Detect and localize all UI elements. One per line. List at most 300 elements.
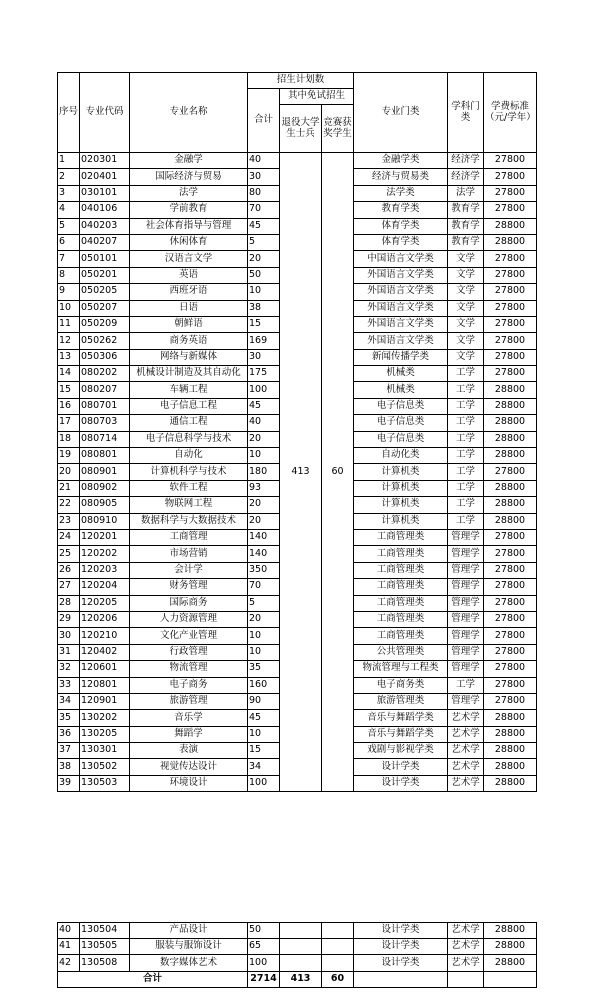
header-code: 专业代码	[80, 73, 130, 153]
tuition-fee: 27800	[484, 677, 537, 693]
header-seq: 序号	[58, 73, 80, 153]
plan-count: 45	[248, 710, 280, 726]
tuition-fee: 27800	[484, 251, 537, 267]
discipline: 管理学	[448, 661, 484, 677]
plan-count: 5	[248, 595, 280, 611]
tuition-fee: 27800	[484, 333, 537, 349]
tuition-fee: 27800	[484, 284, 537, 300]
tuition-fee: 28800	[484, 775, 537, 791]
discipline: 文学	[448, 333, 484, 349]
row-number: 5	[58, 218, 80, 234]
major-code: 120402	[80, 644, 130, 660]
major-code: 030101	[80, 185, 130, 201]
discipline: 管理学	[448, 579, 484, 595]
major-name: 通信工程	[130, 415, 248, 431]
plan-count: 20	[248, 611, 280, 627]
major-code: 080902	[80, 480, 130, 496]
major-code: 130502	[80, 759, 130, 775]
row-number: 33	[58, 677, 80, 693]
row-number: 34	[58, 693, 80, 709]
major-category: 体育学类	[354, 234, 448, 250]
major-category: 设计学类	[354, 955, 448, 971]
tuition-fee: 27800	[484, 267, 537, 283]
row-number: 8	[58, 267, 80, 283]
discipline: 经济学	[448, 169, 484, 185]
major-code: 080202	[80, 366, 130, 382]
row-number: 35	[58, 710, 80, 726]
major-category: 工商管理类	[354, 529, 448, 545]
plan-count: 50	[248, 923, 280, 939]
table-row	[58, 939, 537, 955]
total-veteran: 413	[280, 971, 322, 987]
discipline: 教育学	[448, 234, 484, 250]
plan-count: 34	[248, 759, 280, 775]
plan-count: 70	[248, 202, 280, 218]
major-name: 社会体育指导与管理	[130, 218, 248, 234]
plan-count: 30	[248, 349, 280, 365]
discipline: 工学	[448, 480, 484, 496]
row-number: 22	[58, 497, 80, 513]
plan-count: 100	[248, 382, 280, 398]
discipline: 艺术学	[448, 775, 484, 791]
major-code: 080701	[80, 398, 130, 414]
major-category: 机械类	[354, 382, 448, 398]
tuition-fee: 28800	[484, 497, 537, 513]
plan-count: 350	[248, 562, 280, 578]
row-number: 18	[58, 431, 80, 447]
discipline: 文学	[448, 284, 484, 300]
tuition-fee: 28800	[484, 448, 537, 464]
header-plan: 招生计划数	[248, 73, 354, 89]
major-category: 中国语言文学类	[354, 251, 448, 267]
major-code: 080801	[80, 448, 130, 464]
plan-count: 100	[248, 775, 280, 791]
major-category: 设计学类	[354, 939, 448, 955]
plan-count: 20	[248, 513, 280, 529]
discipline: 文学	[448, 316, 484, 332]
plan-count: 50	[248, 267, 280, 283]
discipline: 经济学	[448, 153, 484, 169]
row-number: 23	[58, 513, 80, 529]
total-row	[58, 971, 537, 987]
discipline: 管理学	[448, 611, 484, 627]
major-code: 120203	[80, 562, 130, 578]
plan-count: 10	[248, 726, 280, 742]
plan-count: 90	[248, 693, 280, 709]
major-category: 经济与贸易类	[354, 169, 448, 185]
row-number: 41	[58, 939, 80, 955]
contest-count-empty	[322, 923, 354, 939]
row-number: 14	[58, 366, 80, 382]
major-category: 电子信息类	[354, 398, 448, 414]
major-name: 服装与服饰设计	[130, 939, 248, 955]
contest-count-empty	[322, 955, 354, 971]
row-number: 39	[58, 775, 80, 791]
tuition-fee: 28800	[484, 743, 537, 759]
major-name: 商务英语	[130, 333, 248, 349]
tuition-fee: 27800	[484, 546, 537, 562]
row-number: 20	[58, 464, 80, 480]
major-name: 电子商务	[130, 677, 248, 693]
discipline: 艺术学	[448, 939, 484, 955]
major-code: 080905	[80, 497, 130, 513]
plan-count: 93	[248, 480, 280, 496]
discipline: 管理学	[448, 628, 484, 644]
major-category: 电子商务类	[354, 677, 448, 693]
row-number: 13	[58, 349, 80, 365]
major-name: 电子信息工程	[130, 398, 248, 414]
major-name: 软件工程	[130, 480, 248, 496]
major-name: 产品设计	[130, 923, 248, 939]
major-name: 视觉传达设计	[130, 759, 248, 775]
discipline: 工学	[448, 366, 484, 382]
plan-count: 160	[248, 677, 280, 693]
row-number: 15	[58, 382, 80, 398]
row-number: 3	[58, 185, 80, 201]
plan-count: 10	[248, 644, 280, 660]
discipline: 工学	[448, 464, 484, 480]
major-category: 旅游管理类	[354, 693, 448, 709]
major-category: 外国语言文学类	[354, 300, 448, 316]
row-number: 12	[58, 333, 80, 349]
row-number: 7	[58, 251, 80, 267]
discipline: 工学	[448, 431, 484, 447]
major-name: 舞蹈学	[130, 726, 248, 742]
major-name: 国际商务	[130, 595, 248, 611]
header-exempt: 其中免试招生	[280, 89, 354, 105]
row-number: 16	[58, 398, 80, 414]
row-number: 4	[58, 202, 80, 218]
plan-count: 140	[248, 529, 280, 545]
discipline: 艺术学	[448, 955, 484, 971]
major-code: 120202	[80, 546, 130, 562]
veteran-count-empty	[280, 955, 322, 971]
row-number: 42	[58, 955, 80, 971]
tuition-fee: 27800	[484, 300, 537, 316]
discipline: 工学	[448, 448, 484, 464]
discipline: 管理学	[448, 546, 484, 562]
major-code: 020301	[80, 153, 130, 169]
major-name: 休闲体育	[130, 234, 248, 250]
enrollment-plan-table	[57, 72, 537, 792]
row-number: 32	[58, 661, 80, 677]
major-category: 外国语言文学类	[354, 316, 448, 332]
major-code: 080714	[80, 431, 130, 447]
row-number: 26	[58, 562, 80, 578]
veteran-count-merged: 413	[280, 153, 322, 792]
major-category: 工商管理类	[354, 546, 448, 562]
major-code: 120201	[80, 529, 130, 545]
major-code: 040207	[80, 234, 130, 250]
major-category: 物流管理与工程类	[354, 661, 448, 677]
discipline: 教育学	[448, 202, 484, 218]
major-name: 机械设计制造及其自动化	[130, 366, 248, 382]
plan-count: 10	[248, 628, 280, 644]
enrollment-plan-table-continued	[57, 922, 537, 988]
discipline: 工学	[448, 415, 484, 431]
plan-count: 15	[248, 316, 280, 332]
plan-count: 20	[248, 431, 280, 447]
major-name: 行政管理	[130, 644, 248, 660]
tuition-fee: 27800	[484, 202, 537, 218]
tuition-fee: 28800	[484, 480, 537, 496]
major-code: 050201	[80, 267, 130, 283]
major-name: 数字媒体艺术	[130, 955, 248, 971]
major-category: 公共管理类	[354, 644, 448, 660]
major-code: 130205	[80, 726, 130, 742]
discipline: 工学	[448, 677, 484, 693]
tuition-fee: 27800	[484, 169, 537, 185]
tuition-fee: 28800	[484, 398, 537, 414]
major-category: 设计学类	[354, 923, 448, 939]
tuition-fee: 28800	[484, 218, 537, 234]
major-category: 计算机类	[354, 464, 448, 480]
plan-count: 35	[248, 661, 280, 677]
major-category: 电子信息类	[354, 415, 448, 431]
discipline: 法学	[448, 185, 484, 201]
major-name: 自动化	[130, 448, 248, 464]
tuition-fee: 28800	[484, 710, 537, 726]
major-name: 西班牙语	[130, 284, 248, 300]
major-category: 音乐与舞蹈学类	[354, 726, 448, 742]
discipline: 管理学	[448, 693, 484, 709]
major-code: 050262	[80, 333, 130, 349]
header-contest: 竞赛获奖学生	[322, 105, 354, 153]
major-name: 英语	[130, 267, 248, 283]
plan-count: 100	[248, 955, 280, 971]
major-category: 外国语言文学类	[354, 284, 448, 300]
header-veteran: 退役大学生士兵	[280, 105, 322, 153]
row-number: 31	[58, 644, 80, 660]
discipline: 管理学	[448, 595, 484, 611]
major-category: 计算机类	[354, 497, 448, 513]
major-category: 计算机类	[354, 513, 448, 529]
plan-count: 80	[248, 185, 280, 201]
plan-count: 169	[248, 333, 280, 349]
row-number: 36	[58, 726, 80, 742]
discipline: 艺术学	[448, 726, 484, 742]
tuition-fee: 27800	[484, 644, 537, 660]
tuition-fee: 27800	[484, 153, 537, 169]
major-name: 车辆工程	[130, 382, 248, 398]
tuition-fee: 28800	[484, 939, 537, 955]
major-code: 050205	[80, 284, 130, 300]
major-code: 050306	[80, 349, 130, 365]
contest-count-empty	[322, 939, 354, 955]
tuition-fee: 28800	[484, 923, 537, 939]
veteran-count-empty	[280, 939, 322, 955]
major-code: 040203	[80, 218, 130, 234]
header-category: 专业门类	[354, 73, 448, 153]
row-number: 11	[58, 316, 80, 332]
major-category: 体育学类	[354, 218, 448, 234]
major-code: 120206	[80, 611, 130, 627]
major-code: 130503	[80, 775, 130, 791]
total-contest: 60	[322, 971, 354, 987]
row-number: 9	[58, 284, 80, 300]
major-code: 130504	[80, 923, 130, 939]
major-name: 工商管理	[130, 529, 248, 545]
major-name: 物流管理	[130, 661, 248, 677]
major-name: 法学	[130, 185, 248, 201]
tuition-fee: 27800	[484, 628, 537, 644]
major-code: 050207	[80, 300, 130, 316]
major-category: 工商管理类	[354, 579, 448, 595]
major-code: 080901	[80, 464, 130, 480]
major-category: 音乐与舞蹈学类	[354, 710, 448, 726]
discipline: 艺术学	[448, 759, 484, 775]
tuition-fee: 27800	[484, 185, 537, 201]
row-number: 38	[58, 759, 80, 775]
major-code: 130505	[80, 939, 130, 955]
contest-count-merged: 60	[322, 153, 354, 792]
major-name: 文化产业管理	[130, 628, 248, 644]
tuition-fee: 28800	[484, 726, 537, 742]
discipline: 管理学	[448, 562, 484, 578]
major-code: 050209	[80, 316, 130, 332]
row-number: 25	[58, 546, 80, 562]
row-number: 28	[58, 595, 80, 611]
plan-count: 40	[248, 153, 280, 169]
header-discipline: 学科门类	[448, 73, 484, 153]
major-category: 新闻传播学类	[354, 349, 448, 365]
discipline: 工学	[448, 398, 484, 414]
total-empty	[354, 971, 448, 987]
plan-count: 10	[248, 284, 280, 300]
header-name: 专业名称	[130, 73, 248, 153]
tuition-fee: 28800	[484, 513, 537, 529]
major-name: 朝鲜语	[130, 316, 248, 332]
major-name: 计算机科学与技术	[130, 464, 248, 480]
major-code: 120901	[80, 693, 130, 709]
major-category: 戏剧与影视学类	[354, 743, 448, 759]
major-category: 法学类	[354, 185, 448, 201]
major-code: 080910	[80, 513, 130, 529]
tuition-fee: 27800	[484, 693, 537, 709]
major-category: 电子信息类	[354, 431, 448, 447]
total-empty	[484, 971, 537, 987]
plan-count: 10	[248, 448, 280, 464]
row-number: 29	[58, 611, 80, 627]
major-name: 数据科学与大数据技术	[130, 513, 248, 529]
major-category: 机械类	[354, 366, 448, 382]
major-name: 学前教育	[130, 202, 248, 218]
plan-count: 40	[248, 415, 280, 431]
tuition-fee: 28800	[484, 415, 537, 431]
header-fee: 学费标准（元/学年）	[484, 73, 537, 153]
row-number: 30	[58, 628, 80, 644]
major-name: 金融学	[130, 153, 248, 169]
row-number: 6	[58, 234, 80, 250]
plan-count: 20	[248, 497, 280, 513]
major-code: 120601	[80, 661, 130, 677]
major-category: 工商管理类	[354, 595, 448, 611]
row-number: 21	[58, 480, 80, 496]
tuition-fee: 28800	[484, 955, 537, 971]
major-name: 国际经济与贸易	[130, 169, 248, 185]
plan-count: 65	[248, 939, 280, 955]
major-code: 130202	[80, 710, 130, 726]
tuition-fee: 27800	[484, 579, 537, 595]
total-empty	[448, 971, 484, 987]
tuition-fee: 27800	[484, 464, 537, 480]
row-number: 17	[58, 415, 80, 431]
major-code: 120801	[80, 677, 130, 693]
tuition-fee: 28800	[484, 382, 537, 398]
header-total: 合计	[248, 89, 280, 153]
tuition-fee: 28800	[484, 431, 537, 447]
major-category: 外国语言文学类	[354, 333, 448, 349]
plan-count: 5	[248, 234, 280, 250]
major-category: 设计学类	[354, 759, 448, 775]
discipline: 工学	[448, 497, 484, 513]
plan-count: 45	[248, 218, 280, 234]
major-name: 电子信息科学与技术	[130, 431, 248, 447]
major-code: 080703	[80, 415, 130, 431]
total-plan: 2714	[248, 971, 280, 987]
major-category: 自动化类	[354, 448, 448, 464]
row-number: 40	[58, 923, 80, 939]
row-number: 2	[58, 169, 80, 185]
discipline: 工学	[448, 513, 484, 529]
plan-count: 15	[248, 743, 280, 759]
discipline: 文学	[448, 300, 484, 316]
major-name: 财务管理	[130, 579, 248, 595]
discipline: 艺术学	[448, 923, 484, 939]
major-code: 120210	[80, 628, 130, 644]
major-name: 表演	[130, 743, 248, 759]
table-row	[58, 955, 537, 971]
tuition-fee: 27800	[484, 595, 537, 611]
major-name: 日语	[130, 300, 248, 316]
tuition-fee: 27800	[484, 661, 537, 677]
discipline: 文学	[448, 251, 484, 267]
major-category: 计算机类	[354, 480, 448, 496]
major-code: 130301	[80, 743, 130, 759]
tuition-fee: 28800	[484, 759, 537, 775]
discipline: 管理学	[448, 644, 484, 660]
tuition-fee: 27800	[484, 611, 537, 627]
major-category: 设计学类	[354, 775, 448, 791]
discipline: 文学	[448, 349, 484, 365]
major-category: 工商管理类	[354, 628, 448, 644]
major-name: 音乐学	[130, 710, 248, 726]
discipline: 教育学	[448, 218, 484, 234]
tuition-fee: 28800	[484, 234, 537, 250]
major-code: 040106	[80, 202, 130, 218]
row-number: 27	[58, 579, 80, 595]
tuition-fee: 27800	[484, 366, 537, 382]
major-category: 工商管理类	[354, 611, 448, 627]
row-number: 37	[58, 743, 80, 759]
plan-count: 175	[248, 366, 280, 382]
veteran-count-empty	[280, 923, 322, 939]
row-number: 19	[58, 448, 80, 464]
major-name: 人力资源管理	[130, 611, 248, 627]
major-name: 网络与新媒体	[130, 349, 248, 365]
major-category: 外国语言文学类	[354, 267, 448, 283]
discipline: 艺术学	[448, 743, 484, 759]
row-number: 24	[58, 529, 80, 545]
major-name: 环境设计	[130, 775, 248, 791]
major-code: 130508	[80, 955, 130, 971]
plan-count: 180	[248, 464, 280, 480]
plan-count: 70	[248, 579, 280, 595]
plan-count: 30	[248, 169, 280, 185]
major-category: 金融学类	[354, 153, 448, 169]
major-name: 市场营销	[130, 546, 248, 562]
major-name: 汉语言文学	[130, 251, 248, 267]
